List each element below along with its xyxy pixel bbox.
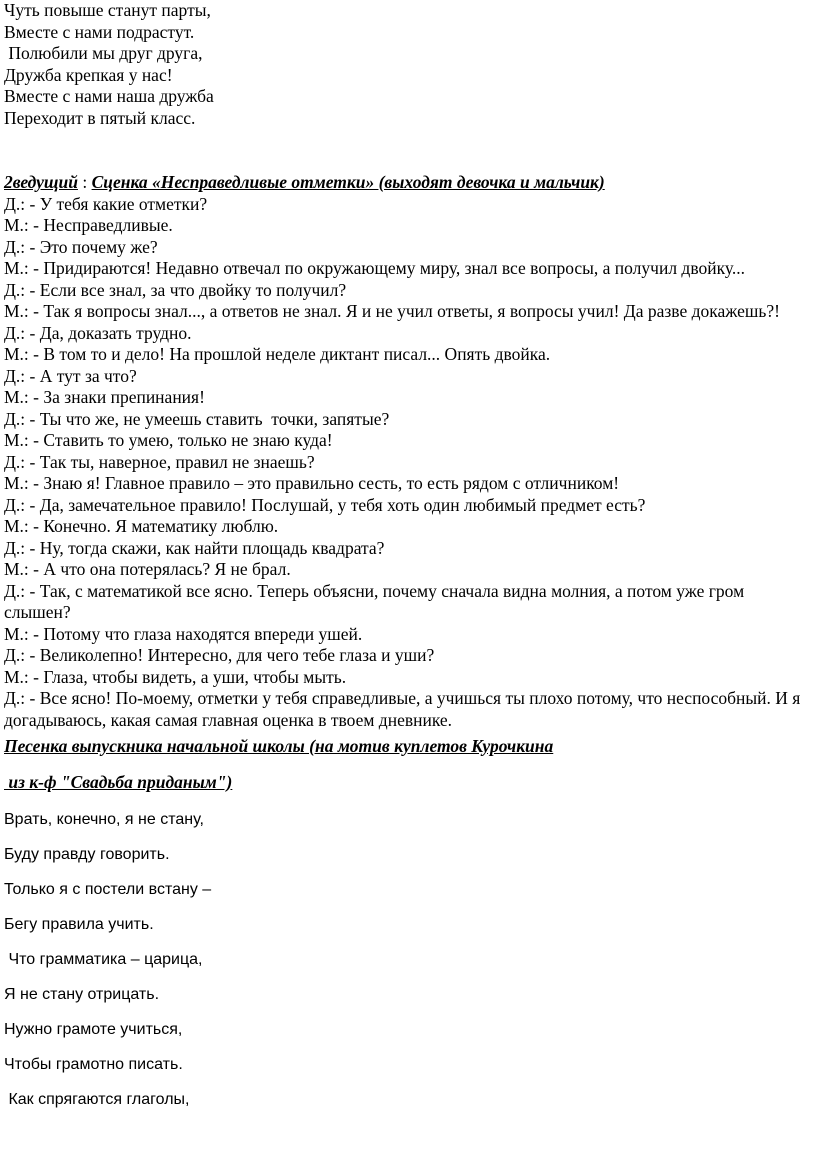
song-title-line-2: из к-ф "Свадьба приданым")	[4, 771, 233, 792]
dialogue-line: М.: - Несправедливые.	[4, 215, 173, 235]
dialogue-line: М.: - Конечно. Я математику люблю.	[4, 516, 279, 536]
dialogue-line: Д.: - Все ясно! По-моему, отметки у тебя справедливые, а учишься ты плохо потому, что неспособный. И я догадываюсь, какая самая главная оценка в твоем дневнике.	[4, 688, 801, 730]
dialogue-line: М.: - Глаза, чтобы видеть, а уши, чтобы мыть.	[4, 666, 347, 687]
dialogue-line: Д.: - Это почему же?	[4, 236, 158, 257]
dialogue-line: М.: - А что она потерялась? Я не брал.	[4, 559, 291, 579]
song-line: Только я с постели встану –	[4, 881, 212, 898]
dialogue-line: М.: - Так я вопросы знал..., а ответов не знал. Я и не учил ответы, я вопросы учил! Да разве докажешь?!	[4, 301, 780, 321]
dialogue-line: Д.: - А тут за что?	[4, 365, 137, 386]
song-line: Буду правду говорить.	[4, 846, 170, 863]
song-line: Что грамматика – царица,	[4, 951, 203, 968]
scene-speaker: 2ведущий	[4, 172, 78, 192]
dialogue-line: Д.: - Если все знал, за что двойку то получил?	[4, 279, 347, 300]
dialogue-line: М.: - Потому что глаза находятся впереди ушей.	[4, 623, 363, 644]
dialogue-line: М.: - Ставить то умею, только не знаю куда!	[4, 430, 333, 450]
poem-line: Чуть повыше станут парты,	[4, 0, 211, 20]
song-line: Врать, конечно, я не стану,	[4, 811, 204, 828]
dialogue-line: М.: - Придираются! Недавно отвечал по окружающему миру, знал все вопросы, а получил двойку...	[4, 258, 745, 278]
dialogue-line: Д.: - Да, доказать трудно.	[4, 322, 192, 343]
dialogue-block	[4, 194, 816, 732]
dialogue-line: М.: - За знаки препинания!	[4, 387, 205, 407]
dialogue-line: М.: - В том то и дело! На прошлой неделе диктант писал... Опять двойка.	[4, 344, 551, 364]
scene-separator: :	[77, 172, 92, 192]
song-title-line-1: Песенка выпускника начальной школы (на мотив куплетов Курочкина	[4, 736, 554, 756]
dialogue-line: Д.: - Великолепно! Интересно, для чего тебе глаза и уши?	[4, 645, 435, 665]
dialogue-line: Д.: - Так, с математикой все ясно. Теперь объясни, почему сначала видна молния, а потом уже гром слышен?	[4, 580, 745, 622]
poem-line: Дружба крепкая у нас!	[4, 64, 173, 85]
dialogue-line: М.: - Знаю я! Главное правило – это правильно сесть, то есть рядом с отличником!	[4, 473, 620, 493]
scene-title: Сценка «Несправедливые отметки» (выходят девочка и мальчик)	[91, 172, 605, 192]
poem-line: Вместе с нами подрастут.	[4, 21, 195, 42]
song-line: Я не стану отрицать.	[4, 986, 160, 1003]
poem-line: Вместе с нами наша дружба	[4, 86, 214, 106]
song-line: Чтобы грамотно писать.	[4, 1056, 183, 1073]
song-line: Нужно грамоте учиться,	[4, 1021, 183, 1038]
dialogue-line: Д.: - Да, замечательное правило! Послушай, у тебя хоть один любимый предмет есть?	[4, 494, 646, 515]
dialogue-line: Д.: - У тебя какие отметки?	[4, 193, 208, 214]
scene-heading	[4, 172, 816, 194]
dialogue-line: Д.: - Так ты, наверное, правил не знаешь?	[4, 451, 315, 472]
dialogue-line: Д.: - Ну, тогда скажи, как найти площадь квадрата?	[4, 537, 385, 558]
song-line: Как спрягаются глаголы,	[4, 1091, 190, 1108]
song-line: Бегу правила учить.	[4, 916, 154, 933]
poem-line: Переходит в пятый класс.	[4, 107, 196, 128]
poem-block	[4, 0, 816, 129]
poem-line: Полюбили мы друг друга,	[4, 43, 203, 63]
dialogue-line: Д.: - Ты что же, не умеешь ставить точки, запятые?	[4, 408, 390, 429]
song-lyrics	[4, 810, 816, 1109]
